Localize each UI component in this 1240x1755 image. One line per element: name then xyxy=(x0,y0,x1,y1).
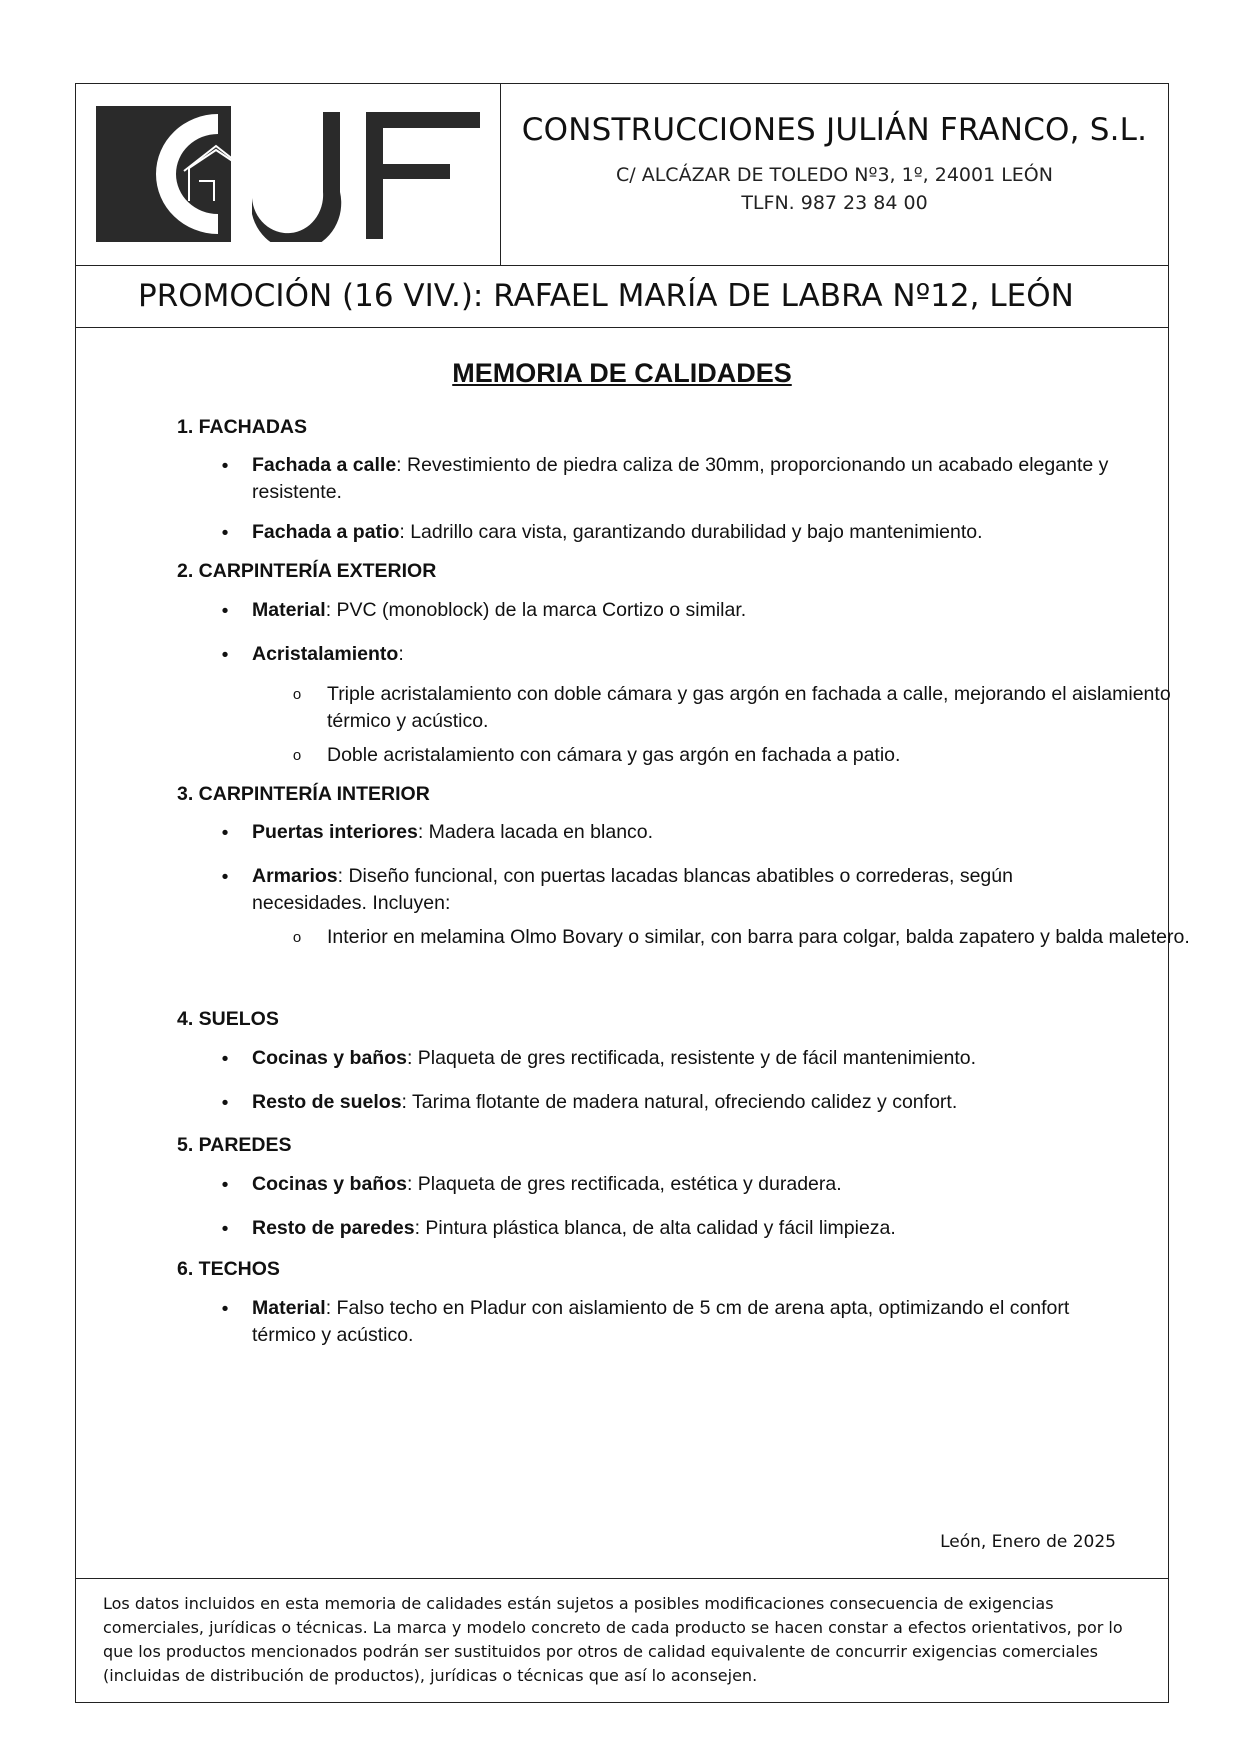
logo-cell xyxy=(76,84,501,265)
company-logo xyxy=(96,106,486,242)
company-address: C/ ALCÁZAR DE TOLEDO Nº3, 1º, 24001 LEÓN xyxy=(616,164,1053,186)
list-item xyxy=(252,819,1132,846)
document-date: León, Enero de 2025 xyxy=(940,1532,1116,1552)
item-label: Fachada a patio xyxy=(252,521,400,543)
document-header xyxy=(76,84,1168,266)
company-info xyxy=(501,84,1168,265)
item-label: Acristalamiento xyxy=(252,643,399,665)
company-phone: TLFN. 987 23 84 00 xyxy=(741,192,928,214)
list-item xyxy=(252,641,1132,668)
list-item xyxy=(252,519,1132,546)
item-text: : PVC (monoblock) de la marca Cortizo o similar. xyxy=(325,599,747,621)
sub-bullet-icon: o xyxy=(292,929,302,946)
disclaimer-note: Los datos incluidos en esta memoria de calidades están sujetos a posibles modificaciones consecuencia de exigencias comerciales, jurídicas o técnicas. La marca y modelo concreto de cada producto se hacen constar a efectos orientativos, por lo que los productos mencionados podrán ser sustituidos por otros de calidad equivalente de concurrir exigencias comerciales (incluidas de distribución de productos), jurídicas o técnicas que así lo aconsejen. xyxy=(76,1578,1168,1702)
item-text: : Madera lacada en blanco. xyxy=(417,821,654,843)
section-heading: 6. TECHOS xyxy=(177,1258,280,1280)
item-label: Resto de suelos xyxy=(252,1091,402,1113)
item-text: : Ladrillo cara vista, garantizando durabilidad y bajo mantenimiento. xyxy=(399,521,983,543)
section-heading: 3. CARPINTERÍA INTERIOR xyxy=(177,783,430,805)
item-text: : Diseño funcional, con puertas lacadas blancas abatibles o correderas, según necesidades. Incluyen: xyxy=(252,865,1013,914)
section-heading: 2. CARPINTERÍA EXTERIOR xyxy=(177,560,437,582)
list-item xyxy=(252,863,1132,917)
item-label: Material xyxy=(252,599,326,621)
section-heading: 4. SUELOS xyxy=(177,1008,279,1030)
item-text: : Plaqueta de gres rectificada, resistente y de fácil mantenimiento. xyxy=(406,1047,977,1069)
item-text: : Plaqueta de gres rectificada, estética y duradera. xyxy=(406,1173,842,1195)
bullet-icon: • xyxy=(221,1298,229,1320)
bullet-icon: • xyxy=(221,1174,229,1196)
sub-list-item: Doble acristalamiento con cámara y gas argón en fachada a patio. xyxy=(327,744,901,766)
promotion-title: PROMOCIÓN (16 VIV.): RAFAEL MARÍA DE LABRA Nº12, LEÓN xyxy=(76,266,1168,328)
item-label: Resto de paredes xyxy=(252,1217,415,1239)
bullet-icon: • xyxy=(221,1092,229,1114)
item-text: : Pintura plástica blanca, de alta calidad y fácil limpieza. xyxy=(414,1217,896,1239)
document-frame xyxy=(75,83,1190,1703)
list-item xyxy=(252,1089,1132,1116)
list-item xyxy=(252,597,1132,624)
bullet-icon: • xyxy=(221,600,229,622)
sub-list-item: Interior en melamina Olmo Bovary o similar, con barra para colgar, balda zapatero y balda maletero. xyxy=(327,926,1190,948)
section-heading: 5. PAREDES xyxy=(177,1134,292,1156)
list-item xyxy=(252,452,1132,506)
bullet-icon: • xyxy=(221,866,229,888)
page-title: MEMORIA DE CALIDADES xyxy=(452,358,792,388)
bullet-icon: • xyxy=(221,522,229,544)
item-text: : Falso techo en Pladur con aislamiento de 5 cm de arena apta, optimizando el confort térmico y acústico. xyxy=(252,1297,1070,1346)
document-body xyxy=(76,328,1190,1578)
bullet-icon: • xyxy=(221,455,229,477)
section-heading: 1. FACHADAS xyxy=(177,416,308,438)
bullet-icon: • xyxy=(221,822,229,844)
item-label: Cocinas y baños xyxy=(252,1047,407,1069)
bullet-icon: • xyxy=(221,644,229,666)
list-item xyxy=(252,1171,1132,1198)
item-label: Material xyxy=(252,1297,326,1319)
list-item xyxy=(252,1295,1132,1349)
sub-bullet-icon: o xyxy=(292,747,302,764)
company-name: CONSTRUCCIONES JULIÁN FRANCO, S.L. xyxy=(521,112,1148,148)
item-text: : Tarima flotante de madera natural, ofreciendo calidez y confort. xyxy=(401,1091,958,1113)
item-label: Fachada a calle xyxy=(252,454,397,476)
list-item xyxy=(252,1215,1132,1242)
bullet-icon: • xyxy=(221,1218,229,1240)
item-text: : xyxy=(398,643,404,665)
sub-bullet-icon: o xyxy=(292,686,302,703)
item-label: Armarios xyxy=(252,865,338,887)
bullet-icon: • xyxy=(221,1048,229,1070)
list-item xyxy=(252,1045,1132,1072)
sub-list-item: Triple acristalamiento con doble cámara y gas argón en fachada a calle, mejorando el aislamiento térmico y acústico. xyxy=(327,683,1171,732)
item-label: Cocinas y baños xyxy=(252,1173,407,1195)
item-label: Puertas interiores xyxy=(252,821,418,843)
item-text: : Revestimiento de piedra caliza de 30mm, proporcionando un acabado elegante y resistente. xyxy=(252,454,1109,503)
